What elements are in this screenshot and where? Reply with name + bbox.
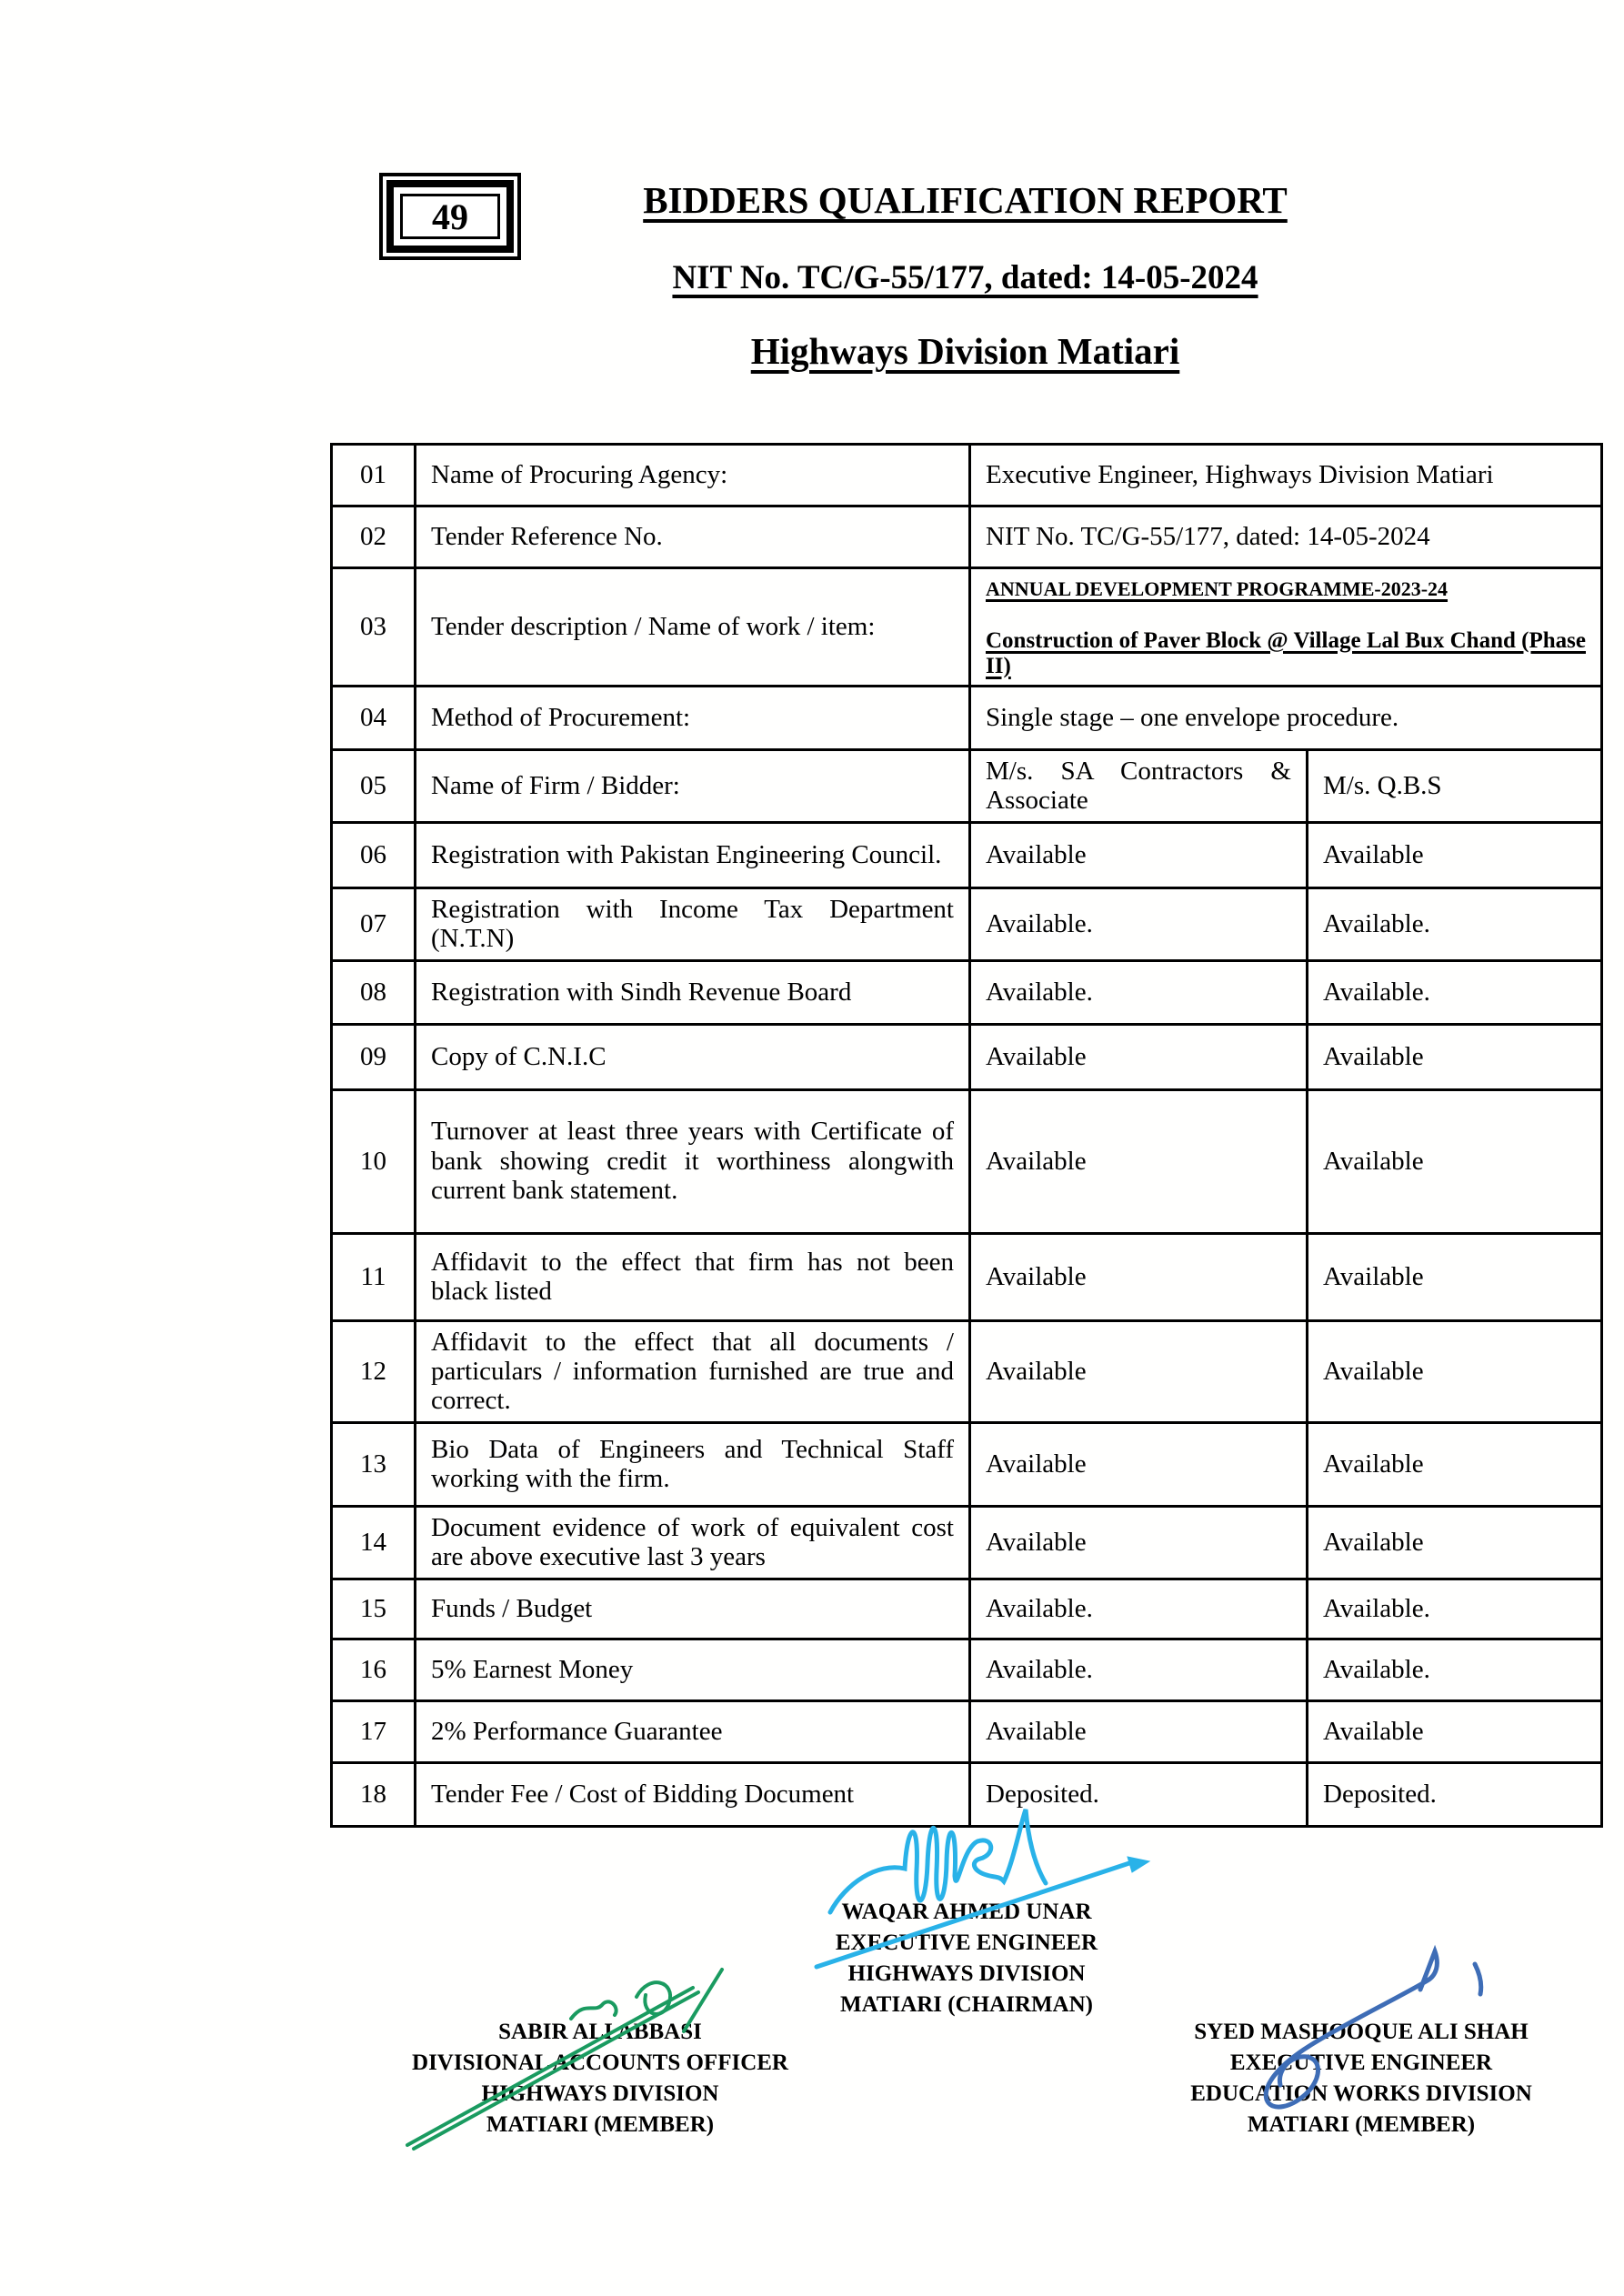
row-number-cell: 06 — [332, 822, 416, 887]
row-number-cell: 04 — [332, 686, 416, 749]
description-cell: Funds / Budget — [416, 1579, 970, 1639]
row-number-cell: 16 — [332, 1639, 416, 1700]
row-number-cell: 08 — [332, 960, 416, 1024]
row-number-cell: 18 — [332, 1762, 416, 1826]
row-number-cell: 01 — [332, 445, 416, 506]
description-cell: Affidavit to the effect that firm has not been black listed — [416, 1233, 970, 1320]
member-right-signature-block — [1134, 2017, 1589, 2141]
chairman-signature-block — [785, 1897, 1148, 2020]
bidder2-value-cell: Available — [1308, 1024, 1602, 1089]
bidder2-value-cell: Available — [1308, 1233, 1602, 1320]
bidder1-value-cell: Available — [970, 1089, 1308, 1233]
description-cell: Name of Firm / Bidder: — [416, 749, 970, 822]
signatory-role: MATIARI (MEMBER) — [486, 2112, 715, 2137]
description-cell: Document evidence of work of equivalent cost are above executive last 3 years — [416, 1506, 970, 1579]
qualification-table — [330, 443, 1603, 1828]
bidder2-value-cell: Available — [1308, 1700, 1602, 1762]
table-row — [332, 1579, 1602, 1639]
table-row — [332, 1089, 1602, 1233]
table-row — [332, 1506, 1602, 1579]
signatory-name: SABIR ALI ABBASI — [498, 2020, 702, 2044]
programme-heading: ANNUAL DEVELOPMENT PROGRAMME-2023-24 — [986, 577, 1449, 600]
signatory-division: EDUCATION WORKS DIVISION — [1190, 2081, 1532, 2106]
division-title-row — [330, 329, 1600, 373]
row-number-cell: 17 — [332, 1700, 416, 1762]
bidder1-value-cell: Available — [970, 1422, 1308, 1506]
row-number-cell: 05 — [332, 749, 416, 822]
bidder1-value-cell: Available. — [970, 1639, 1308, 1700]
table-row — [332, 686, 1602, 749]
signatory-name: WAQAR AHMED UNAR — [841, 1900, 1092, 1924]
row-number-cell: 02 — [332, 506, 416, 568]
bidder2-value-cell: Deposited. — [1308, 1762, 1602, 1826]
bidder2-value-cell: Available — [1308, 1422, 1602, 1506]
table-row — [332, 887, 1602, 960]
description-cell: Tender description / Name of work / item: — [416, 568, 970, 687]
signatory-title: EXECUTIVE ENGINEER — [835, 1930, 1098, 1955]
report-title: BIDDERS QUALIFICATION REPORT — [643, 179, 1288, 221]
signatory-role: MATIARI (MEMBER) — [1247, 2112, 1476, 2137]
division-title: Highways Division Matiari — [750, 330, 1180, 372]
bidder1-value-cell: Available — [970, 1320, 1308, 1422]
table-row — [332, 822, 1602, 887]
work-name: Construction of Paver Block @ Village Lal Bux Chand (Phase II) — [986, 627, 1586, 678]
bidder2-value-cell: Available — [1308, 1089, 1602, 1233]
row-number-cell: 03 — [332, 568, 416, 687]
description-cell: 5% Earnest Money — [416, 1639, 970, 1700]
row-number-cell: 13 — [332, 1422, 416, 1506]
table-row — [332, 1024, 1602, 1089]
description-cell: Bio Data of Engineers and Technical Staff working with the firm. — [416, 1422, 970, 1506]
row-number-cell: 14 — [332, 1506, 416, 1579]
bidder2-value-cell: Available. — [1308, 1639, 1602, 1700]
description-cell: Registration with Income Tax Department (N.T.N) — [416, 887, 970, 960]
bidder2-value-cell: M/s. Q.B.S — [1308, 749, 1602, 822]
row-number-cell: 09 — [332, 1024, 416, 1089]
value-cell: Single stage – one envelope procedure. — [970, 686, 1602, 749]
bidder1-value-cell: Available — [970, 822, 1308, 887]
description-cell: Tender Reference No. — [416, 506, 970, 568]
bidder2-value-cell: Available. — [1308, 1579, 1602, 1639]
bidder1-value-cell: Deposited. — [970, 1762, 1308, 1826]
bidder2-value-cell: Available — [1308, 1506, 1602, 1579]
row-number-cell: 15 — [332, 1579, 416, 1639]
bidder1-value-cell: Available — [970, 1700, 1308, 1762]
signatory-title: DIVISIONAL ACCOUNTS OFFICER — [412, 2050, 788, 2075]
description-cell: Registration with Pakistan Engineering Council. — [416, 822, 970, 887]
bidder2-value-cell: Available — [1308, 822, 1602, 887]
nit-title-row — [330, 258, 1600, 297]
row-number-cell: 10 — [332, 1089, 416, 1233]
signatory-division: HIGHWAYS DIVISION — [481, 2081, 719, 2106]
signatory-name: SYED MASHOOQUE ALI SHAH — [1194, 2020, 1529, 2044]
table-row — [332, 506, 1602, 568]
table-row — [332, 749, 1602, 822]
value-cell — [970, 568, 1602, 687]
value-cell: Executive Engineer, Highways Division Matiari — [970, 445, 1602, 506]
row-number-cell: 12 — [332, 1320, 416, 1422]
signatory-division: HIGHWAYS DIVISION — [847, 1961, 1086, 1986]
nit-reference-title: NIT No. TC/G-55/177, dated: 14-05-2024 — [672, 259, 1258, 296]
table-row — [332, 1639, 1602, 1700]
bidder2-value-cell: Available. — [1308, 887, 1602, 960]
description-cell: Tender Fee / Cost of Bidding Document — [416, 1762, 970, 1826]
signatory-role: MATIARI (CHAIRMAN) — [840, 1992, 1093, 2017]
table-row — [332, 1700, 1602, 1762]
member-left-signature-block — [373, 2017, 827, 2141]
bidder1-value-cell: Available. — [970, 960, 1308, 1024]
table-row — [332, 960, 1602, 1024]
table-row — [332, 1422, 1602, 1506]
table-row — [332, 1320, 1602, 1422]
bidder1-value-cell: Available — [970, 1506, 1308, 1579]
description-cell: Copy of C.N.I.C — [416, 1024, 970, 1089]
table-row — [332, 445, 1602, 506]
row-number-cell: 11 — [332, 1233, 416, 1320]
description-cell: Name of Procuring Agency: — [416, 445, 970, 506]
report-title-row — [330, 178, 1600, 222]
table-row — [332, 1233, 1602, 1320]
bidder1-value-cell: Available — [970, 1233, 1308, 1320]
table-row — [332, 1762, 1602, 1826]
row-number-cell: 07 — [332, 887, 416, 960]
signatory-title: EXECUTIVE ENGINEER — [1229, 2050, 1493, 2075]
description-cell: Turnover at least three years with Certificate of bank showing credit it worthiness alongwith current bank statement. — [416, 1089, 970, 1233]
description-cell: Affidavit to the effect that all documents / particulars / information furnished are true and correct. — [416, 1320, 970, 1422]
stamp-number: 49 — [400, 194, 500, 239]
description-cell: Registration with Sindh Revenue Board — [416, 960, 970, 1024]
bidder2-value-cell: Available — [1308, 1320, 1602, 1422]
bidder1-value-cell: Available — [970, 1024, 1308, 1089]
description-cell: 2% Performance Guarantee — [416, 1700, 970, 1762]
bidder1-value-cell: Available. — [970, 1579, 1308, 1639]
table-row — [332, 568, 1602, 687]
value-cell: NIT No. TC/G-55/177, dated: 14-05-2024 — [970, 506, 1602, 568]
bidder2-value-cell: Available. — [1308, 960, 1602, 1024]
bidder1-value-cell: Available. — [970, 887, 1308, 960]
bidder1-value-cell: M/s. SA Contractors & Associate — [970, 749, 1308, 822]
description-cell: Method of Procurement: — [416, 686, 970, 749]
